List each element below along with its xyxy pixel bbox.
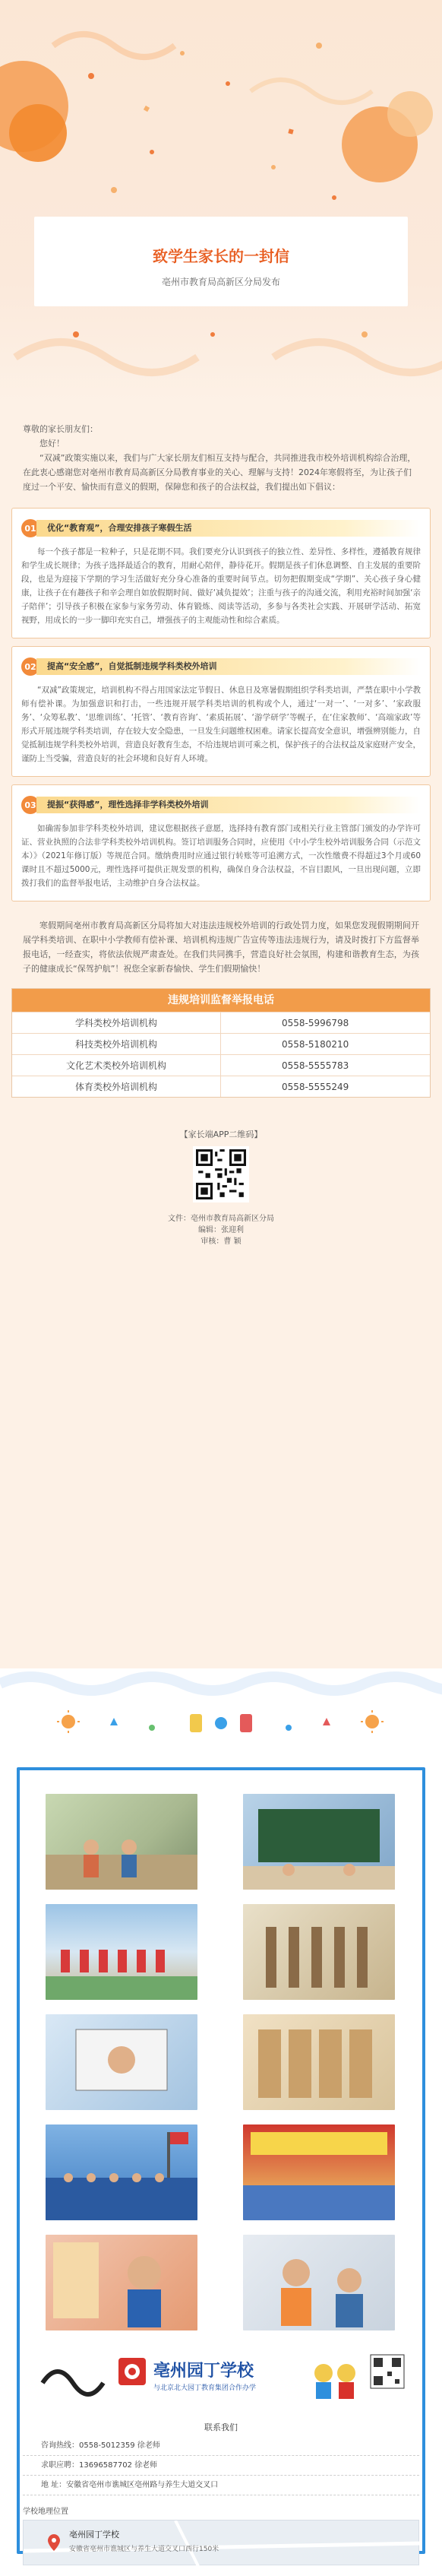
photo-2 [243,1794,395,1890]
hotline-row [12,1012,430,1033]
section-3-head [21,796,421,814]
hotline-name: 文化艺术类校外培训机构 [12,1055,221,1076]
page-title: 致学生家长的一封信 [153,247,289,265]
qr-label: 【家长端APP二维码】 [179,1130,263,1139]
credit-editor: 编辑：张迎利 [198,1226,244,1234]
photo-10 [243,2235,395,2330]
school-logo-slogan: 与北京北大园丁教育集团合作办学 [153,2384,257,2392]
photo-4 [243,1904,395,2000]
section-1-number: 01 [21,519,39,537]
section-3-body: 如确需参加非学科类校外培训，建议您根据孩子意愿，选择持有教育部门或相关行业主管部门颁发的办学许可证、营业执照的合法非学科类校外培训机构。签订培训服务合同时，应使用《中小学生校外培训服务合同（示范文本）》（2021年修订版）等规范合同。缴纳费用时应通过银行转账等可追溯方式，一次性缴费不得超过3个月或60课时且不超过5000元，理性选择可提供正规发票的机构，确保自身合法权益，不盲目跟风，一旦出现问题，立即拨打我们的监督举报电话，主动维护自身合法权益。 [21,824,421,888]
photo-1 [46,1794,197,1890]
photo-3 [46,1904,197,2000]
photo-8 [243,2124,395,2220]
section-2 [11,646,431,777]
section-2-number: 02 [21,657,39,676]
contact-title: 联系我们 [204,2422,238,2432]
section-1 [11,508,431,638]
section-1-heading: 优化“教育观”，合理安排孩子寒假生活 [36,520,421,537]
hotline-row [12,1033,430,1054]
photo-9 [46,2235,197,2330]
hero-decoration [0,0,442,403]
decoration-row [0,1668,442,1760]
school-section [0,1668,442,2576]
hotline-name: 体育类校外培训机构 [12,1076,221,1097]
section-2-head [21,657,421,676]
letter-intro [17,422,425,494]
section-3-heading: 提振“获得感”，理性选择非学科类校外培训 [36,797,421,813]
hero-banner [0,0,442,403]
contact-line[interactable]: 求职应聘：13696587702 徐老师 [23,2456,419,2476]
qr-code-icon[interactable] [193,1146,249,1202]
hotline-phone[interactable]: 0558-5555783 [282,1060,349,1071]
credit-file: 文件：亳州市教育局高新区分局 [168,1215,274,1223]
hotline-row [12,1076,430,1097]
qr-block [0,1128,442,1202]
hotline-name: 学科类校外培训机构 [12,1012,221,1033]
closing-text: 寒假期间亳州市教育局高新区分局将加大对违法违规校外培训的行政处罚力度，如果您发现假期期间开展学科类培训、在职中小学教师有偿补课、培训机构违规广告宣传等违法违规行为，请及时拨打下方监督举报电话，一经查实，将依法依规严肃查处。在我们共同携手，营造良好社会氛围，构建和谐教育生态，为孩子的健康成长“保驾护航”！祝您全家新春愉快、学生们假期愉快！ [23,920,419,974]
hotline-row [12,1054,430,1076]
hotline-phone[interactable]: 0558-5996798 [282,1018,349,1028]
section-1-head [21,519,421,537]
contact-line[interactable]: 咨询热线：0558-5012359 徐老师 [23,2436,419,2456]
contact-block [23,2421,419,2495]
page-subtitle: 亳州市教育局高新区分局发布 [161,277,280,287]
photo-6 [243,2014,395,2110]
section-1-body: 每一个孩子都是一粒种子，只是花期不同。我们要充分认识到孩子的独立性、差异性、多样性，遵循教育规律和学生成长规律；为孩子选择最适合的教育，用耐心陪伴，静待花开。假期是孩子们休息调整、自主发展的重要阶段，也是为迎接下学期的学习生活做好充分身心准备的重要时间节点。切勿把假期变成“学期”、关心孩子身心健康，让孩子在有趣孩子和辛会理自如放假期时间、做好‘减负提效’；注重与孩子的沟通交流，利用充裕时间加强‘亲子陪伴’；引导孩子积极在家参与家务劳动、体育锻炼、阅读等活动，多参与各类社会实践、开展研学活动、拓宽视野，用成长的一步一脚印充实自己，增强孩子的主观能动性和综合素质。 [21,547,421,625]
photo-5 [46,2014,197,2110]
hotline-table [11,988,431,1098]
section-2-body: “双减”政策规定，培训机构不得占用国家法定节假日、休息日及寒暑假期组织学科类培训，严禁在职中小学教师有偿补课。为加强意识和打击，一些违规开展学科类培训的机构或个人，通过‘一对一’、‘一对多’、‘家政服务’、‘众筹私教’、‘思维训练’、‘托管’、‘教育咨询’、‘素质拓展’、‘游学研学’等幌子，在‘住家教师’、‘高端家政’等形式开展违规学科类培训，存在较大安全隐患，一旦发生问题维权困难。请家长提高安全意识，增强辨别能力，自觉抵制违规学科类校外培训，营造良好教育生态，不给违规培训可乘之机，保护孩子的合法权益及家庭财产安全，谨防上当受骗，营造良好的社会环境和良好育人环境。 [21,686,421,763]
credit-review: 审核：曹 颖 [200,1237,242,1246]
school-logo-bar [20,2349,419,2410]
school-logo-text: 亳州园丁学校 [153,2362,254,2381]
map-address: 安徽省亳州市谯城区与养生大道交叉口西行150米 [69,2546,219,2553]
section-3-number: 03 [21,796,39,814]
letter-salute: 您好！ [39,439,65,448]
hotline-name: 科技类校外培训机构 [12,1034,221,1054]
credits [0,1213,442,1247]
sections [0,508,442,901]
contact-line: 地 址：安徽省亳州市谯城区亳州路与养生大道交叉口 [23,2476,419,2495]
hotline-phone[interactable]: 0558-5180210 [282,1039,349,1050]
hotline-phone[interactable]: 0558-5555249 [282,1082,349,1092]
location-title: 学校地理位置 [23,2508,68,2516]
map-name: 亳州园丁学校 [69,2530,119,2540]
section-2-heading: 提高“安全感”，自觉抵制违规学科类校外培训 [36,658,421,675]
letter-greeting: 尊敬的家长朋友们： [23,424,98,434]
letter-intro-text: “双减”政策实施以来，我们与广大家长朋友们相互支持与配合，共同推进我市校外培训机构综合治理，在此衷心感谢您对亳州市教育局高新区分局教育事业的关心、理解与支持！2024年寒假将至，为让孩子们度过一个平安、愉快而有意义的假期，保障您和孩子的合法权益，我们提出如下倡议： [23,453,416,492]
title-card [34,217,408,306]
photo-7 [46,2124,197,2220]
school-map[interactable] [23,2520,419,2565]
section-3 [11,784,431,901]
hotline-title: 违规培训监督举报电话 [12,989,430,1012]
